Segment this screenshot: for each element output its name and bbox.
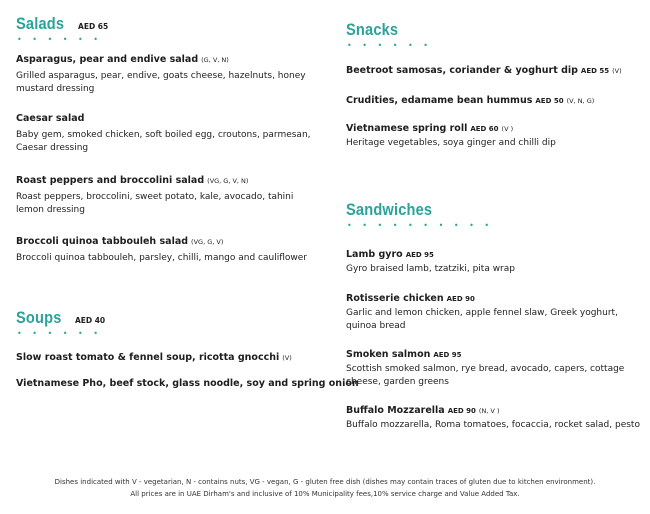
item-tags: (V) bbox=[282, 354, 292, 362]
item-description: Heritage vegetables, soya ginger and chilli dip bbox=[346, 138, 556, 148]
menu-item bbox=[346, 64, 646, 78]
salads-price: AED 65 bbox=[78, 22, 109, 31]
dietary-legend: Dishes indicated with V - vegetarian, N - contains nuts, VG - vegan, G - gluten free dish (dishes may contain traces of gluten due to kitchen environment). bbox=[54, 478, 596, 486]
salads-dots: • • • • • • bbox=[17, 35, 103, 44]
item-tags: (G, V, N) bbox=[201, 56, 229, 64]
item-price: AED 95 bbox=[433, 351, 462, 359]
item-price: AED 95 bbox=[405, 251, 434, 259]
snacks-title: Snacks bbox=[346, 20, 399, 39]
menu-item bbox=[16, 112, 321, 155]
salads-header bbox=[16, 14, 108, 34]
menu-item bbox=[16, 351, 321, 365]
menu-item bbox=[16, 235, 321, 265]
item-name: Crudities, edamame bean hummus bbox=[346, 95, 533, 106]
item-tags: (VG, G, V) bbox=[191, 238, 224, 246]
item-description: Roast peppers, broccolini, sweet potato, kale, avocado, tahini lemon dressing bbox=[16, 192, 294, 215]
price-disclaimer: All prices are in UAE Dirham's and inclusive of 10% Municipality fees,10% service charge and Value Added Tax. bbox=[130, 490, 520, 498]
item-tags: (VG, G, V, N) bbox=[207, 177, 249, 185]
item-price: AED 55 bbox=[580, 67, 610, 75]
item-description: Broccoli quinoa tabbouleh, parsley, chilli, mango and cauliflower bbox=[16, 253, 307, 263]
salads-title: Salads bbox=[16, 14, 65, 33]
sandwiches-dots: • • • • • • • • • • bbox=[347, 221, 494, 230]
item-price: AED 90 bbox=[447, 407, 476, 415]
menu-item bbox=[16, 377, 359, 391]
item-name: Lamb gyro bbox=[346, 249, 403, 260]
item-name: Slow roast tomato & fennel soup, ricotta gnocchi bbox=[16, 352, 280, 363]
item-name: Caesar salad bbox=[16, 113, 85, 124]
item-tags: (V, N, G) bbox=[566, 97, 595, 105]
soups-price: AED 40 bbox=[74, 316, 106, 325]
item-description: Grilled asparagus, pear, endive, goats cheese, hazelnuts, honey mustard dressing bbox=[16, 71, 306, 94]
item-name: Vietnamese spring roll bbox=[346, 123, 468, 134]
menu-item bbox=[16, 174, 321, 217]
menu-item bbox=[346, 292, 646, 333]
sandwiches-header bbox=[346, 200, 446, 220]
sandwiches-title: Sandwiches bbox=[346, 200, 433, 219]
menu-item bbox=[346, 248, 646, 276]
footer-notes bbox=[0, 476, 650, 500]
item-tags: (V) bbox=[612, 67, 622, 75]
item-name: Rotisserie chicken bbox=[346, 293, 444, 304]
item-description: Gyro braised lamb, tzatziki, pita wrap bbox=[346, 264, 515, 274]
menu-item bbox=[16, 53, 321, 96]
menu-item bbox=[346, 404, 646, 432]
item-price: AED 60 bbox=[470, 125, 499, 133]
item-description: Buffalo mozzarella, Roma tomatoes, focaccia, rocket salad, pesto bbox=[346, 420, 640, 430]
item-name: Buffalo Mozzarella bbox=[346, 405, 445, 416]
item-price: AED 50 bbox=[535, 97, 564, 105]
item-tags: (V ) bbox=[501, 125, 514, 133]
item-description: Scottish smoked salmon, rye bread, avocado, capers, cottage cheese, garden greens bbox=[346, 364, 625, 387]
item-price: AED 90 bbox=[446, 295, 475, 303]
item-name: Asparagus, pear and endive salad bbox=[16, 54, 199, 65]
snacks-header bbox=[346, 20, 407, 40]
snacks-dots: • • • • • • bbox=[347, 41, 433, 50]
item-name: Beetroot samosas, coriander & yoghurt dip bbox=[346, 65, 578, 76]
menu-item bbox=[346, 94, 646, 108]
item-name: Vietnamese Pho, beef stock, glass noodle, soy and spring onion bbox=[16, 378, 359, 389]
soups-title: Soups bbox=[16, 308, 62, 327]
item-description: Garlic and lemon chicken, apple fennel slaw, Greek yoghurt, quinoa bread bbox=[346, 308, 618, 331]
item-name: Broccoli quinoa tabbouleh salad bbox=[16, 236, 189, 247]
menu-item bbox=[346, 122, 646, 150]
item-description: Baby gem, smoked chicken, soft boiled egg, croutons, parmesan, Caesar dressing bbox=[16, 130, 311, 153]
soups-dots: • • • • • • bbox=[17, 329, 103, 338]
item-name: Smoken salmon bbox=[346, 349, 431, 360]
item-name: Roast peppers and broccolini salad bbox=[16, 175, 205, 186]
menu-item bbox=[346, 348, 646, 389]
item-tags: (N, V ) bbox=[478, 407, 500, 415]
soups-header bbox=[16, 308, 105, 328]
